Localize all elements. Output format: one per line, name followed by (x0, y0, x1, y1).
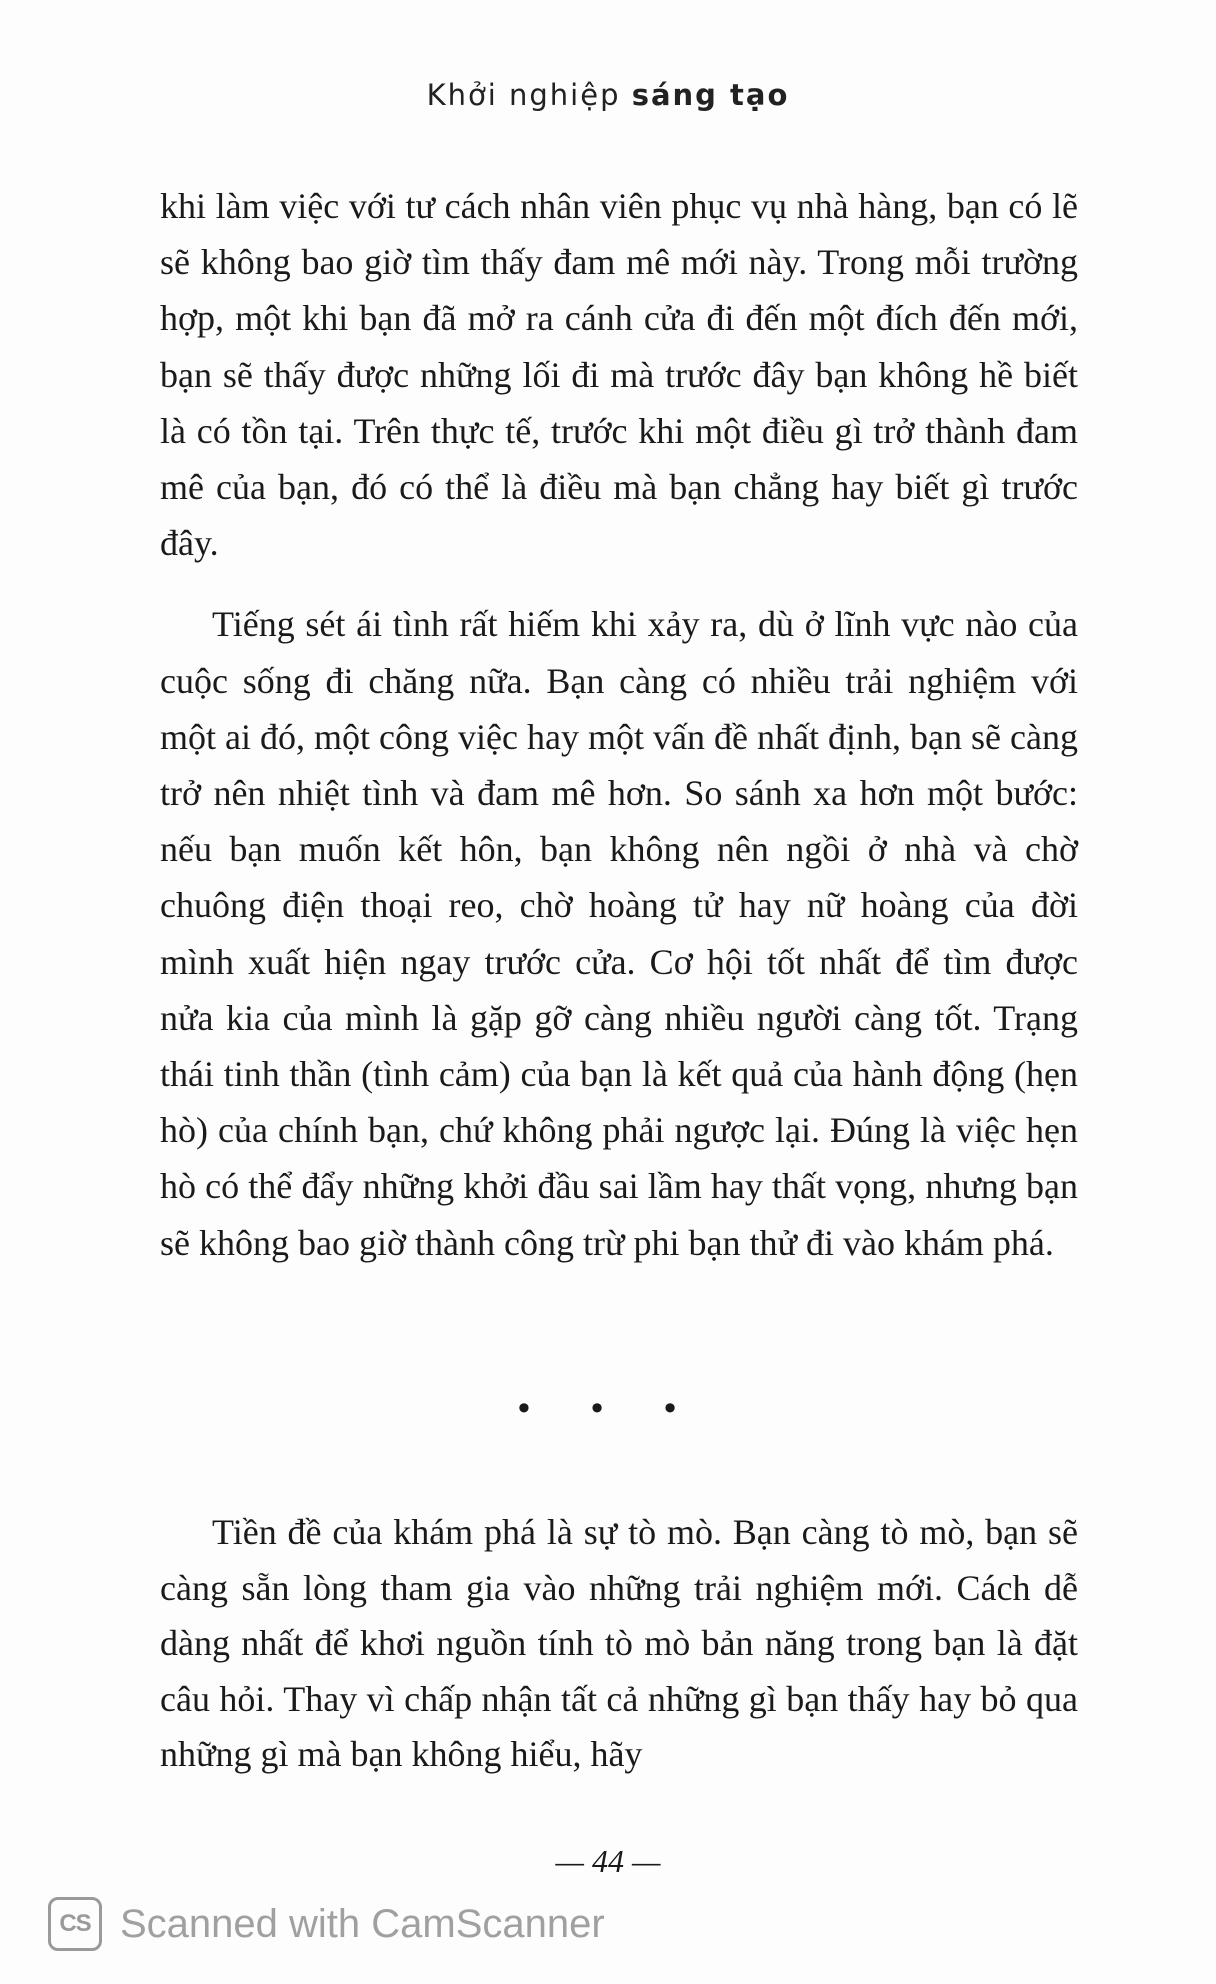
paragraph: Tiền đề của khám phá là sự tò mò. Bạn càng tò mò, bạn sẽ càng sẵn lòng tham gia vào những trải nghiệm mới. Cách dễ dàng nhất để khơi nguồn tính tò mò bản năng trong bạn là đặt câu hỏi. Thay vì chấp nhận tất cả những gì bạn thấy hay bỏ qua những gì mà bạn không hiểu, hãy (160, 1512, 1078, 1774)
watermark-text: Scanned with CamScanner (120, 1901, 605, 1946)
running-head (0, 78, 1216, 112)
running-head-regular: Khởi nghiệp (426, 78, 621, 112)
body-text (160, 178, 1078, 1271)
camscanner-logo-icon: CS (48, 1897, 102, 1951)
camscanner-watermark (48, 1896, 605, 1952)
section-divider: • • • (514, 1390, 702, 1428)
page-number: — 44 — (555, 1843, 661, 1879)
paragraph: Tiếng sét ái tình rất hiếm khi xảy ra, dù ở lĩnh vực nào của cuộc sống đi chăng nữa. Bạn càng có nhiều trải nghiệm với một ai đó, một công việc hay một vấn đề nhất định, bạn sẽ càng trở nên nhiệt tình và đam mê hơn. So sánh xa hơn một bước: nếu bạn muốn kết hôn, bạn không nên ngồi ở nhà và chờ chuông điện thoại reo, chờ hoàng tử hay nữ hoàng của đời mình xuất hiện ngay trước cửa. Cơ hội tốt nhất để tìm được nửa kia của mình là gặp gỡ càng nhiều người càng tốt. Trạng thái tinh thần (tình cảm) của bạn là kết quả của hành động (hẹn hò) của chính bạn, chứ không phải ngược lại. Đúng là việc hẹn hò có thể đẩy những khởi đầu sai lầm hay thất vọng, nhưng bạn sẽ không bao giờ thành công trừ phi bạn thử đi vào khám phá. (160, 604, 1078, 1263)
paragraph-continued: khi làm việc với tư cách nhân viên phục vụ nhà hàng, bạn có lẽ sẽ không bao giờ tìm thấy đam mê mới này. Trong mỗi trường hợp, một khi bạn đã mở ra cánh cửa đi đến một đích đến mới, bạn sẽ thấy được những lối đi mà trước đây bạn không hề biết là có tồn tại. Trên thực tế, trước khi một điều gì trở thành đam mê của bạn, đó có thể là điều mà bạn chẳng hay biết gì trước đây. (160, 186, 1078, 564)
running-head-bold: sáng tạo (631, 78, 790, 112)
